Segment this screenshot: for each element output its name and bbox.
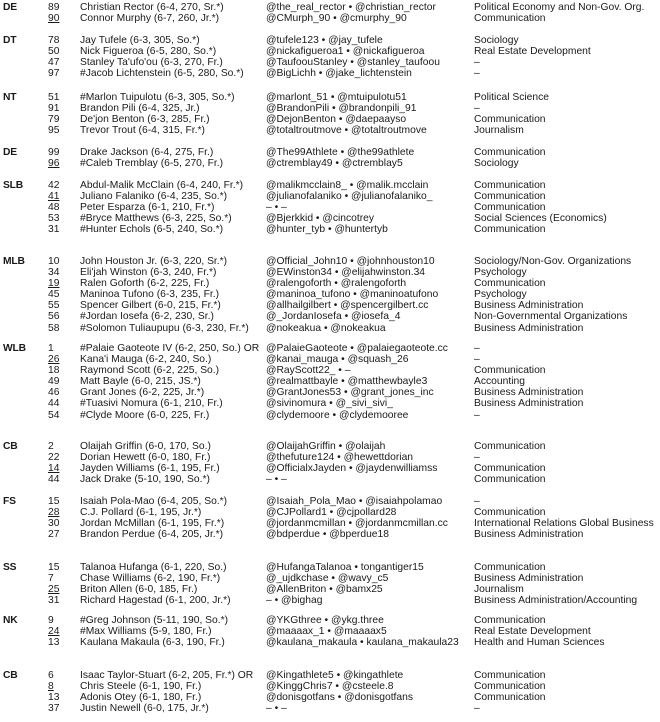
player-name: #Tuasivi Nomura (6-1, 210, Fr.) xyxy=(80,398,223,410)
social-handles: @ralengoforth • @ralengoforth xyxy=(266,278,407,290)
player-name: Raymond Scott (6-2, 225, So.) xyxy=(80,365,220,377)
player-major: Political Science xyxy=(474,92,549,103)
player-row xyxy=(0,311,660,322)
social-handles: @tufele123 • @jay_tufele xyxy=(266,35,383,46)
social-handles: @nickafigueroa1 • @nickafigueroa xyxy=(266,46,425,58)
jersey-number: 97 xyxy=(48,68,60,80)
player-major: Business Administration xyxy=(474,573,584,585)
player-name: Kaulana Makaula (6-3, 190, Fr.) xyxy=(80,637,225,649)
player-row xyxy=(0,595,660,606)
player-name: Connor Murphy (6-7, 260, Jr.*) xyxy=(80,13,220,25)
player-row xyxy=(0,224,660,235)
player-row xyxy=(0,626,660,637)
social-handles: @GrantJones53 • @grant_jones_inc xyxy=(266,387,434,399)
player-row xyxy=(0,13,660,24)
jersey-number: 34 xyxy=(48,267,60,279)
position-group xyxy=(0,441,660,485)
social-handles: – • – xyxy=(266,703,287,715)
player-row xyxy=(0,376,660,387)
player-row xyxy=(0,191,660,202)
social-handles: @DejonBenton • @daepaayso xyxy=(266,114,407,126)
player-row xyxy=(0,410,660,421)
social-handles: @BigLichh • @jake_lichtenstein xyxy=(266,68,412,80)
social-handles: @kanai_mauga • @squash_26 xyxy=(266,354,409,366)
player-major: Political Economy and Non-Gov. Org. xyxy=(474,2,645,13)
jersey-number: 91 xyxy=(48,103,60,115)
position-label: DE xyxy=(3,147,17,158)
player-name: Maninoa Tufono (6-3, 235, Fr.) xyxy=(80,289,220,301)
player-name: Jayden Williams (6-1, 195, Fr.) xyxy=(80,463,220,475)
position-label: CB xyxy=(3,670,18,681)
position-label: WLB xyxy=(3,343,26,354)
player-major: Business Administration/Accounting xyxy=(474,595,638,607)
player-major: Accounting xyxy=(474,376,525,388)
player-major: Communication xyxy=(474,180,546,191)
player-row xyxy=(0,354,660,365)
player-major: Communication xyxy=(474,365,546,377)
social-handles: @totaltroutmove • @totaltroutmove xyxy=(266,125,427,137)
player-row xyxy=(0,398,660,409)
player-name: #Jacob Lichtenstein (6-5, 280, So.*) xyxy=(80,68,244,80)
player-row xyxy=(0,125,660,136)
social-handles: @marlont_51 • @mtuipulotu51 xyxy=(266,92,407,103)
jersey-number: 31 xyxy=(48,595,60,607)
player-name: Abdul-Malik McClain (6-4, 240, Fr.*) xyxy=(80,180,244,191)
position-group xyxy=(0,92,660,136)
player-major: Social Sciences (Economics) xyxy=(474,213,607,225)
position-label: DT xyxy=(3,35,17,46)
jersey-number: 50 xyxy=(48,46,60,58)
player-major: Psychology xyxy=(474,289,527,301)
player-name: Spencer Gilbert (6-0, 215, Fr.*) xyxy=(80,300,221,312)
player-row xyxy=(0,387,660,398)
jersey-number: 90 xyxy=(48,13,60,25)
player-major: – xyxy=(474,57,480,69)
jersey-number: 47 xyxy=(48,57,60,69)
jersey-number: 15 xyxy=(48,496,60,507)
player-name: Dorian Hewett (6-0, 180, Fr.) xyxy=(80,452,211,464)
player-major: Communication xyxy=(474,463,546,475)
player-name: Brandon Perdue (6-4, 205, Jr.*) xyxy=(80,529,224,541)
player-name: #Marlon Tuipulotu (6-3, 305, So.*) xyxy=(80,92,235,103)
player-name: Grant Jones (6-2, 225, Jr.*) xyxy=(80,387,205,399)
player-row xyxy=(0,289,660,300)
player-row xyxy=(0,703,660,714)
social-handles: @EWinston34 • @elijahwinston.34 xyxy=(266,267,426,279)
player-major: Sociology xyxy=(474,35,519,46)
player-major: Sociology/Non-Gov. Organizations xyxy=(474,256,632,267)
player-name: #Jordan Iosefa (6-2, 230, Sr.) xyxy=(80,311,214,323)
social-handles: @ctremblay49 • @ctremblay5 xyxy=(266,158,403,170)
jersey-number: 44 xyxy=(48,474,60,486)
social-handles: @malikmcclain8_ • @malik.mcclain xyxy=(266,180,429,191)
player-major: Real Estate Development xyxy=(474,626,591,638)
jersey-number: 28 xyxy=(48,507,60,519)
player-major: – xyxy=(474,409,480,421)
position-group xyxy=(0,180,660,235)
position-label: FS xyxy=(3,496,16,507)
social-handles: @_JordanIosefa • @iosefa_4 xyxy=(266,311,401,323)
player-major: – xyxy=(474,354,480,366)
player-row xyxy=(0,637,660,648)
player-row xyxy=(0,202,660,213)
player-row xyxy=(0,158,660,169)
social-handles: @Official_John10 • @johnhouston10 xyxy=(266,256,435,267)
position-label: MLB xyxy=(3,256,25,267)
player-major: Communication xyxy=(474,278,546,290)
jersey-number: 44 xyxy=(48,398,60,410)
jersey-number: 79 xyxy=(48,114,60,126)
position-group xyxy=(0,147,660,169)
player-major: Psychology xyxy=(474,267,527,279)
social-handles: @jordanmcmillan • @jordanmcmillan.cc xyxy=(266,518,448,530)
jersey-number: 89 xyxy=(48,2,60,13)
social-handles: @CMurph_90 • @cmurphy_90 xyxy=(266,13,407,25)
jersey-number: 42 xyxy=(48,180,60,191)
position-label: SS xyxy=(3,562,17,573)
player-name: De'jon Benton (6-3, 285, Fr.) xyxy=(80,114,210,126)
player-row xyxy=(0,562,660,573)
position-group xyxy=(0,670,660,714)
social-handles: @sivinomura • @_sivi_sivi_ xyxy=(266,398,393,410)
social-handles: @KinggChris7 • @csteele.8 xyxy=(266,681,394,693)
social-handles: @RayScott22_ • – xyxy=(266,365,351,377)
player-name: Chase Williams (6-2, 190, Fr.*) xyxy=(80,573,221,585)
jersey-number: 1 xyxy=(48,343,54,354)
player-name: #Hunter Echols (6-5, 240, So.*) xyxy=(80,224,224,236)
player-major: Communication xyxy=(474,615,546,626)
player-row xyxy=(0,267,660,278)
player-row xyxy=(0,441,660,452)
player-name: Olaijah Griffin (6-0, 170, So.) xyxy=(80,441,211,452)
social-handles: @The99Athlete • @the99athlete xyxy=(266,147,415,158)
position-label: NK xyxy=(3,615,18,626)
player-row xyxy=(0,103,660,114)
player-major: – xyxy=(474,343,480,354)
jersey-number: 78 xyxy=(48,35,60,46)
player-row xyxy=(0,452,660,463)
player-name: John Houston Jr. (6-3, 220, Sr.*) xyxy=(80,256,228,267)
player-name: Kana'i Mauga (6-2, 240, So.) xyxy=(80,354,212,366)
jersey-number: 9 xyxy=(48,615,54,626)
jersey-number: 25 xyxy=(48,584,60,596)
jersey-number: 10 xyxy=(48,256,60,267)
position-label: SLB xyxy=(3,180,23,191)
position-group xyxy=(0,2,660,24)
player-row xyxy=(0,300,660,311)
position-label: CB xyxy=(3,441,18,452)
player-name: Jordan McMillan (6-1, 195, Fr.*) xyxy=(80,518,225,530)
jersey-number: 41 xyxy=(48,191,60,203)
jersey-number: 37 xyxy=(48,703,60,715)
player-row xyxy=(0,681,660,692)
social-handles: @AllenBriton • @bamx25 xyxy=(266,584,383,596)
player-row xyxy=(0,147,660,158)
player-row xyxy=(0,46,660,57)
social-handles: @TaufoouStanley • @stanley_taufoou xyxy=(266,57,440,69)
jersey-number: 56 xyxy=(48,311,60,323)
jersey-number: 31 xyxy=(48,224,60,236)
player-name: #Clyde Moore (6-0, 225, Fr.) xyxy=(80,409,210,421)
player-row xyxy=(0,256,660,267)
player-name: #Greg Johnson (5-11, 190, So.*) xyxy=(80,615,229,626)
social-handles: @allhailgilbert • @spencergilbert.cc xyxy=(266,300,429,312)
jersey-number: 2 xyxy=(48,441,54,452)
position-group xyxy=(0,615,660,648)
position-group xyxy=(0,496,660,540)
player-row xyxy=(0,670,660,681)
player-name: Chris Steele (6-1, 190, Fr.) xyxy=(80,681,202,693)
player-major: Communication xyxy=(474,224,546,236)
player-name: Jack Drake (5-10, 190, So.*) xyxy=(80,474,210,486)
position-group xyxy=(0,562,660,606)
player-row xyxy=(0,35,660,46)
player-row xyxy=(0,92,660,103)
jersey-number: 27 xyxy=(48,529,60,541)
player-name: Juliano Falaniko (6-4, 235, So.*) xyxy=(80,191,228,203)
jersey-number: 14 xyxy=(48,463,60,475)
player-name: Justin Newell (6-0, 175, Jr.*) xyxy=(80,703,209,715)
player-name: Isaac Taylor-Stuart (6-2, 205, Fr.*) OR xyxy=(80,670,254,681)
player-row xyxy=(0,584,660,595)
player-row xyxy=(0,507,660,518)
jersey-number: 15 xyxy=(48,562,60,573)
player-row xyxy=(0,213,660,224)
jersey-number: 99 xyxy=(48,147,60,158)
player-major: Communication xyxy=(474,692,546,704)
player-row xyxy=(0,474,660,485)
player-name: Talanoa Hufanga (6-1, 220, So.) xyxy=(80,562,227,573)
player-name: #Bryce Matthews (6-3, 225, So.*) xyxy=(80,213,232,225)
social-handles: @OlaijahGriffin • @olaijah xyxy=(266,441,386,452)
social-handles: @nokeakua • @nokeakua xyxy=(266,322,386,334)
jersey-number: 45 xyxy=(48,289,60,301)
social-handles: @Isaiah_Pola_Mao • @isaiahpolamao xyxy=(266,496,443,507)
social-handles: – • – xyxy=(266,474,287,486)
player-major: – xyxy=(474,68,480,80)
player-row xyxy=(0,529,660,540)
jersey-number: 54 xyxy=(48,409,60,421)
social-handles: – • – xyxy=(266,202,287,214)
player-row xyxy=(0,365,660,376)
jersey-number: 58 xyxy=(48,322,60,334)
jersey-number: 49 xyxy=(48,376,60,388)
player-major: – xyxy=(474,103,480,115)
jersey-number: 96 xyxy=(48,158,60,170)
jersey-number: 26 xyxy=(48,354,60,366)
jersey-number: 48 xyxy=(48,202,60,214)
player-name: Jay Tufele (6-3, 305, So.*) xyxy=(80,35,200,46)
player-name: Adonis Otey (6-1, 180, Fr.) xyxy=(80,692,202,704)
social-handles: – • @bighag xyxy=(266,595,323,607)
player-name: Christian Rector (6-4, 270, Sr.*) xyxy=(80,2,224,13)
social-handles: @bdperdue • @bperdue18 xyxy=(266,529,389,541)
position-group xyxy=(0,256,660,334)
jersey-number: 13 xyxy=(48,637,60,649)
player-name: #Max Williams (5-9, 180, Fr.) xyxy=(80,626,212,638)
jersey-number: 13 xyxy=(48,692,60,704)
social-handles: @_ujdkchase • @wavy_c5 xyxy=(266,573,389,585)
player-row xyxy=(0,463,660,474)
player-major: International Relations Global Business xyxy=(474,518,654,530)
jersey-number: 55 xyxy=(48,300,60,312)
player-major: – xyxy=(474,703,480,715)
player-major: Communication xyxy=(474,13,546,25)
player-name: Trevor Trout (6-4, 315, Fr.*) xyxy=(80,125,205,137)
player-name: Drake Jackson (6-4, 275, Fr.) xyxy=(80,147,214,158)
jersey-number: 19 xyxy=(48,278,60,290)
jersey-number: 46 xyxy=(48,387,60,399)
player-row xyxy=(0,278,660,289)
jersey-number: 7 xyxy=(48,573,54,585)
social-handles: @the_real_rector • @christian_rector xyxy=(266,2,436,13)
player-major: Business Administration xyxy=(474,300,584,312)
social-handles: @clydemoore • @clydemooree xyxy=(266,409,409,421)
player-name: C.J. Pollard (6-1, 195, Jr.*) xyxy=(80,507,202,519)
player-major: Communication xyxy=(474,191,546,203)
social-handles: @maaaax_1 • @maaaax5 xyxy=(266,626,387,638)
social-handles: @HufangaTalanoa • tongantiger15 xyxy=(266,562,424,573)
position-label: NT xyxy=(3,92,17,103)
player-row xyxy=(0,496,660,507)
player-major: Real Estate Development xyxy=(474,46,591,58)
player-name: Briton Allen (6-0, 185, Fr.) xyxy=(80,584,198,596)
player-name: #Solomon Tuliaupupu (6-3, 230, Fr.*) xyxy=(80,322,249,334)
social-handles: @OfficialxJayden • @jaydenwilliamss xyxy=(266,463,438,475)
player-name: Nick Figueroa (6-5, 280, So.*) xyxy=(80,46,217,58)
player-major: Communication xyxy=(474,474,546,486)
player-row xyxy=(0,323,660,334)
jersey-number: 22 xyxy=(48,452,60,464)
player-name: Brandon Pili (6-4, 325, Jr.) xyxy=(80,103,200,115)
social-handles: @PalaieGaoteote • @palaiegaoteote.cc xyxy=(266,343,448,354)
player-row xyxy=(0,68,660,79)
social-handles: @realmattbayle • @matthewbayle3 xyxy=(266,376,428,388)
player-name: Stanley Ta'ufo'ou (6-3, 270, Fr.) xyxy=(80,57,223,69)
jersey-number: 51 xyxy=(48,92,60,103)
social-handles: @kaulana_makaula • kaulana_makaula23 xyxy=(266,637,459,649)
player-major: Non-Governmental Organizations xyxy=(474,311,628,323)
social-handles: @YKGthree • @ykg.three xyxy=(266,615,384,626)
player-row xyxy=(0,692,660,703)
social-handles: @Kingathlete5 • @kingathlete xyxy=(266,670,404,681)
player-major: Communication xyxy=(474,114,546,126)
jersey-number: 53 xyxy=(48,213,60,225)
player-name: #Palaie Gaoteote IV (6-2, 250, So.) OR xyxy=(80,343,260,354)
player-major: – xyxy=(474,496,480,507)
player-major: Business Administration xyxy=(474,398,584,410)
player-name: Richard Hagestad (6-1, 200, Jr.*) xyxy=(80,595,231,607)
player-row xyxy=(0,180,660,191)
player-major: Communication xyxy=(474,202,546,214)
jersey-number: 24 xyxy=(48,626,60,638)
social-handles: @CJPollard1 • @cjpollard28 xyxy=(266,507,397,519)
player-major: Health and Human Sciences xyxy=(474,637,605,649)
player-major: Communication xyxy=(474,441,546,452)
jersey-number: 18 xyxy=(48,365,60,377)
player-row xyxy=(0,114,660,125)
player-name: #Caleb Tremblay (6-5, 270, Fr.) xyxy=(80,158,224,170)
player-major: Journalism xyxy=(474,125,524,137)
social-handles: @thefuture124 • @hewettdorian xyxy=(266,452,414,464)
player-major: Communication xyxy=(474,507,546,519)
player-major: Communication xyxy=(474,147,546,158)
player-row xyxy=(0,573,660,584)
social-handles: @donisgotfans • @donisgotfans xyxy=(266,692,414,704)
position-label: DE xyxy=(3,2,17,13)
player-major: Journalism xyxy=(474,584,524,596)
jersey-number: 8 xyxy=(48,681,54,693)
jersey-number: 95 xyxy=(48,125,60,137)
jersey-number: 6 xyxy=(48,670,54,681)
player-major: Business Administration xyxy=(474,387,584,399)
player-name: Eli'jah Winston (6-3, 240, Fr.*) xyxy=(80,267,217,279)
position-group xyxy=(0,343,660,421)
player-major: Communication xyxy=(474,562,546,573)
position-group xyxy=(0,35,660,79)
player-row xyxy=(0,57,660,68)
player-major: – xyxy=(474,452,480,464)
player-row xyxy=(0,518,660,529)
social-handles: @hunter_tyb • @huntertyb xyxy=(266,224,388,236)
jersey-number: 30 xyxy=(48,518,60,530)
player-row xyxy=(0,615,660,626)
player-major: Business Administration xyxy=(474,322,584,334)
player-major: Sociology xyxy=(474,158,519,170)
player-major: Communication xyxy=(474,670,546,681)
player-name: Peter Esparza (6-1, 210, Fr.*) xyxy=(80,202,215,214)
social-handles: @BrandonPili • @brandonpili_91 xyxy=(266,103,417,115)
player-row xyxy=(0,343,660,354)
social-handles: @Bjerkkid • @cincotrey xyxy=(266,213,375,225)
player-name: Isaiah Pola-Mao (6-4, 205, So.*) xyxy=(80,496,228,507)
player-name: Ralen Goforth (6-2, 225, Fr.) xyxy=(80,278,210,290)
player-major: Communication xyxy=(474,681,546,693)
player-major: Business Administration xyxy=(474,529,584,541)
social-handles: @julianofalaniko • @julianofalaniko_ xyxy=(266,191,433,203)
social-handles: @maninoa_tufono • @maninoatufono xyxy=(266,289,439,301)
player-name: Matt Bayle (6-0, 215, JS.*) xyxy=(80,376,201,388)
player-row xyxy=(0,2,660,13)
